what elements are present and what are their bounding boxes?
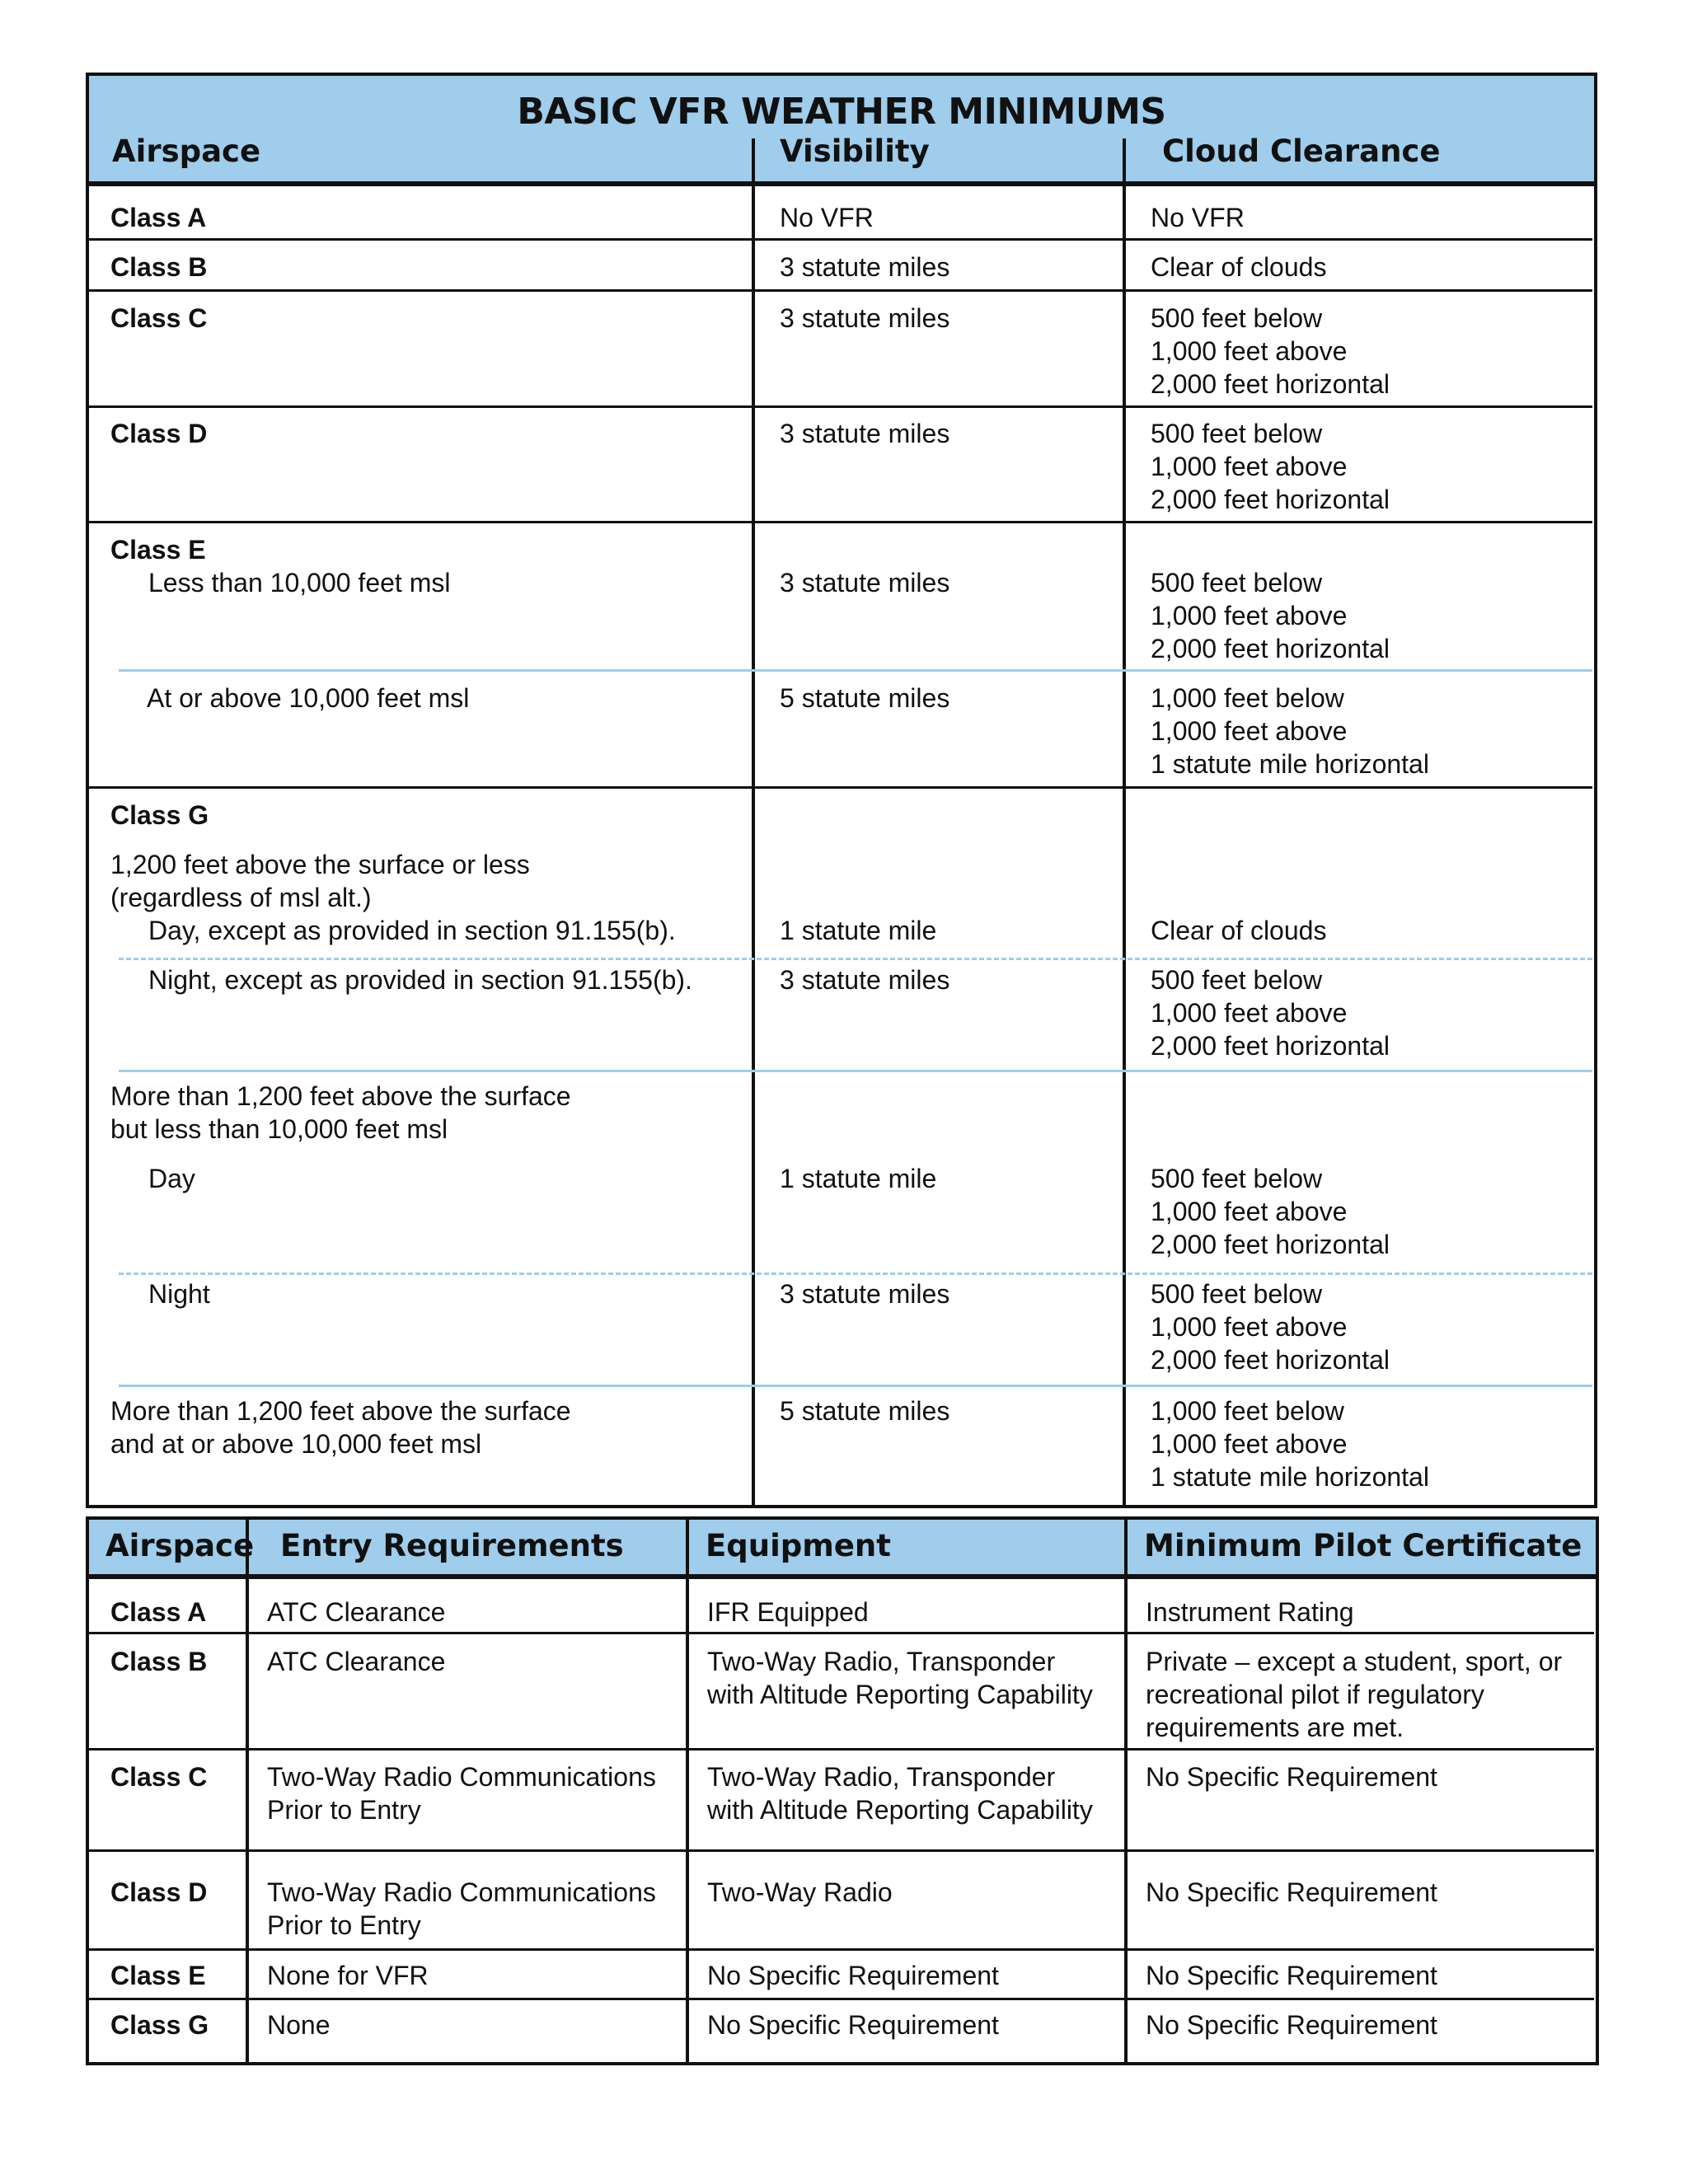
label-line: (regardless of msl alt.) <box>110 883 372 912</box>
header-airspace: Airspace <box>112 134 261 169</box>
req-airspace-class-d: Class D <box>110 1877 208 1907</box>
clearance-line: 1,000 feet above <box>1151 1197 1348 1226</box>
class-e-above-label: At or above 10,000 feet msl <box>147 683 470 713</box>
class-e-below-label: Less than 10,000 feet msl <box>148 568 451 598</box>
req-airspace-class-e: Class E <box>110 1961 206 1990</box>
entry-line: Two-Way Radio Communications <box>267 1762 656 1792</box>
equipment-line: Two-Way Radio, Transponder <box>707 1762 1056 1792</box>
visibility-class-g-low-night: 3 statute miles <box>780 965 950 995</box>
class-g-mid-day-label: Day <box>148 1164 195 1193</box>
airspace-requirements-table <box>86 1516 1599 2065</box>
clearance-class-g-low-day: Clear of clouds <box>1151 916 1327 945</box>
table-header <box>89 1520 1596 1579</box>
row-separator <box>89 289 1592 292</box>
clearance-line: 1,000 feet above <box>1151 336 1348 366</box>
equipment-line: with Altitude Reporting Capability <box>707 1680 1093 1709</box>
visibility-class-e-above: 5 statute miles <box>780 683 950 713</box>
clearance-line: 1 statute mile horizontal <box>1151 1462 1429 1492</box>
vfr-weather-minimums-table <box>86 73 1597 1508</box>
req-airspace-class-c: Class C <box>110 1762 208 1792</box>
class-g-mid-night-label: Night <box>148 1279 210 1309</box>
entry-class-d <box>267 1876 656 1942</box>
equipment-class-a: IFR Equipped <box>707 1597 869 1627</box>
clearance-line: 1,000 feet above <box>1151 601 1348 630</box>
airspace-class-g: Class G <box>110 800 209 830</box>
visibility-class-e-below: 3 statute miles <box>780 568 950 598</box>
equipment-line: with Altitude Reporting Capability <box>707 1795 1093 1825</box>
certificate-class-e: No Specific Requirement <box>1146 1961 1437 1990</box>
header-minimum-pilot-certificate: Minimum Pilot Certificate <box>1144 1528 1582 1563</box>
airspace-class-d: Class D <box>110 419 208 448</box>
visibility-class-b: 3 statute miles <box>780 252 950 282</box>
header-entry-requirements: Entry Requirements <box>280 1528 624 1563</box>
row-separator <box>89 786 1592 789</box>
row-separator <box>89 1998 1594 2000</box>
class-g-high-label <box>110 1394 571 1460</box>
clearance-line: 2,000 feet horizontal <box>1151 634 1390 663</box>
clearance-line: 1,000 feet below <box>1151 1396 1344 1426</box>
label-line: More than 1,200 feet above the surface <box>110 1081 571 1111</box>
certificate-class-c: No Specific Requirement <box>1146 1762 1437 1792</box>
clearance-class-g-mid-night <box>1151 1277 1390 1376</box>
day-night-divider <box>119 958 1592 960</box>
column-divider <box>1123 138 1126 1508</box>
entry-line: Prior to Entry <box>267 1910 421 1940</box>
visibility-class-g-low-day: 1 statute mile <box>780 916 937 945</box>
label-line: but less than 10,000 feet msl <box>110 1114 448 1144</box>
certificate-class-g: No Specific Requirement <box>1146 2010 1437 2040</box>
clearance-line: 2,000 feet horizontal <box>1151 1230 1390 1259</box>
header-airspace: Airspace <box>106 1528 255 1563</box>
clearance-line: 2,000 feet horizontal <box>1151 1031 1390 1061</box>
visibility-class-d: 3 statute miles <box>780 419 950 448</box>
certificate-line: requirements are met. <box>1146 1713 1404 1742</box>
clearance-line: 1,000 feet above <box>1151 1429 1348 1459</box>
row-separator <box>89 238 1592 241</box>
clearance-class-g-low-night <box>1151 963 1390 1062</box>
visibility-class-g-high: 5 statute miles <box>780 1396 950 1426</box>
header-cloud-clearance: Cloud Clearance <box>1162 134 1441 169</box>
subrow-separator <box>119 1070 1592 1072</box>
airspace-class-c: Class C <box>110 303 208 333</box>
equipment-class-d: Two-Way Radio <box>707 1877 893 1907</box>
entry-class-e: None for VFR <box>267 1961 429 1990</box>
row-separator <box>89 1748 1594 1750</box>
label-line: More than 1,200 feet above the surface <box>110 1396 571 1426</box>
header-visibility: Visibility <box>780 134 930 169</box>
label-line: 1,200 feet above the surface or less <box>110 850 530 879</box>
clearance-line: 500 feet below <box>1151 568 1323 598</box>
clearance-line: 1,000 feet below <box>1151 683 1344 713</box>
clearance-class-b: Clear of clouds <box>1151 252 1327 282</box>
equipment-line: Two-Way Radio, Transponder <box>707 1647 1056 1676</box>
clearance-line: 1,000 feet above <box>1151 452 1348 481</box>
req-airspace-class-a: Class A <box>110 1597 207 1627</box>
column-divider <box>246 1520 249 2062</box>
airspace-class-b: Class B <box>110 252 208 282</box>
certificate-class-b <box>1146 1645 1562 1744</box>
clearance-line: 1,000 feet above <box>1151 998 1348 1028</box>
row-separator <box>89 1849 1594 1852</box>
table-header <box>89 76 1594 186</box>
airspace-class-a: Class A <box>110 203 207 232</box>
day-night-divider <box>119 1272 1592 1275</box>
clearance-class-g-high <box>1151 1394 1429 1493</box>
equipment-class-b <box>707 1645 1093 1711</box>
column-divider <box>752 138 755 1508</box>
clearance-class-g-mid-day <box>1151 1162 1390 1261</box>
row-separator <box>89 1632 1594 1634</box>
clearance-class-e-below <box>1151 566 1390 665</box>
clearance-line: 500 feet below <box>1151 1279 1323 1309</box>
entry-line: Two-Way Radio Communications <box>267 1877 656 1907</box>
certificate-line: recreational pilot if regulatory <box>1146 1680 1484 1709</box>
clearance-line: 500 feet below <box>1151 303 1323 333</box>
entry-class-b: ATC Clearance <box>267 1647 446 1676</box>
certificate-line: Private – except a student, sport, or <box>1146 1647 1563 1676</box>
visibility-class-a: No VFR <box>780 203 874 232</box>
airspace-class-e: Class E <box>110 535 206 565</box>
entry-class-a: ATC Clearance <box>267 1597 446 1627</box>
clearance-class-d <box>1151 417 1390 516</box>
entry-class-g: None <box>267 2010 331 2040</box>
column-divider <box>686 1520 689 2062</box>
subrow-separator <box>119 669 1592 672</box>
equipment-class-g: No Specific Requirement <box>707 2010 999 2040</box>
row-separator <box>89 405 1592 408</box>
req-airspace-class-g: Class G <box>110 2010 209 2040</box>
certificate-class-d: No Specific Requirement <box>1146 1877 1437 1907</box>
clearance-class-e-above <box>1151 682 1429 780</box>
clearance-line: 2,000 feet horizontal <box>1151 1345 1390 1375</box>
table-title: BASIC VFR WEATHER MINIMUMS <box>517 91 1166 133</box>
req-airspace-class-b: Class B <box>110 1647 208 1676</box>
row-separator <box>89 521 1592 523</box>
clearance-line: 1,000 feet above <box>1151 1312 1348 1342</box>
clearance-line: 2,000 feet horizontal <box>1151 369 1390 399</box>
label-line: and at or above 10,000 feet msl <box>110 1429 482 1459</box>
clearance-line: 500 feet below <box>1151 419 1323 448</box>
row-separator <box>89 1948 1594 1951</box>
clearance-line: 1,000 feet above <box>1151 716 1348 746</box>
class-g-low-day-label: Day, except as provided in section 91.155(b). <box>148 916 676 945</box>
certificate-class-a: Instrument Rating <box>1146 1597 1354 1627</box>
clearance-line: 500 feet below <box>1151 965 1323 995</box>
equipment-class-c <box>707 1760 1093 1826</box>
class-g-mid-label <box>110 1080 571 1146</box>
header-equipment: Equipment <box>706 1528 891 1563</box>
clearance-class-c <box>1151 302 1390 401</box>
column-divider <box>1124 1520 1128 2062</box>
clearance-line: 2,000 feet horizontal <box>1151 485 1390 514</box>
subrow-separator <box>119 1385 1592 1387</box>
clearance-line: 1 statute mile horizontal <box>1151 749 1429 779</box>
clearance-line: 500 feet below <box>1151 1164 1323 1193</box>
visibility-class-c: 3 statute miles <box>780 303 950 333</box>
class-g-low-label <box>110 848 530 914</box>
entry-line: Prior to Entry <box>267 1795 421 1825</box>
visibility-class-g-mid-day: 1 statute mile <box>780 1164 937 1193</box>
clearance-class-a: No VFR <box>1151 203 1245 232</box>
entry-class-c <box>267 1760 656 1826</box>
equipment-class-e: No Specific Requirement <box>707 1961 999 1990</box>
visibility-class-g-mid-night: 3 statute miles <box>780 1279 950 1309</box>
class-g-low-night-label: Night, except as provided in section 91.155(b). <box>148 965 692 995</box>
